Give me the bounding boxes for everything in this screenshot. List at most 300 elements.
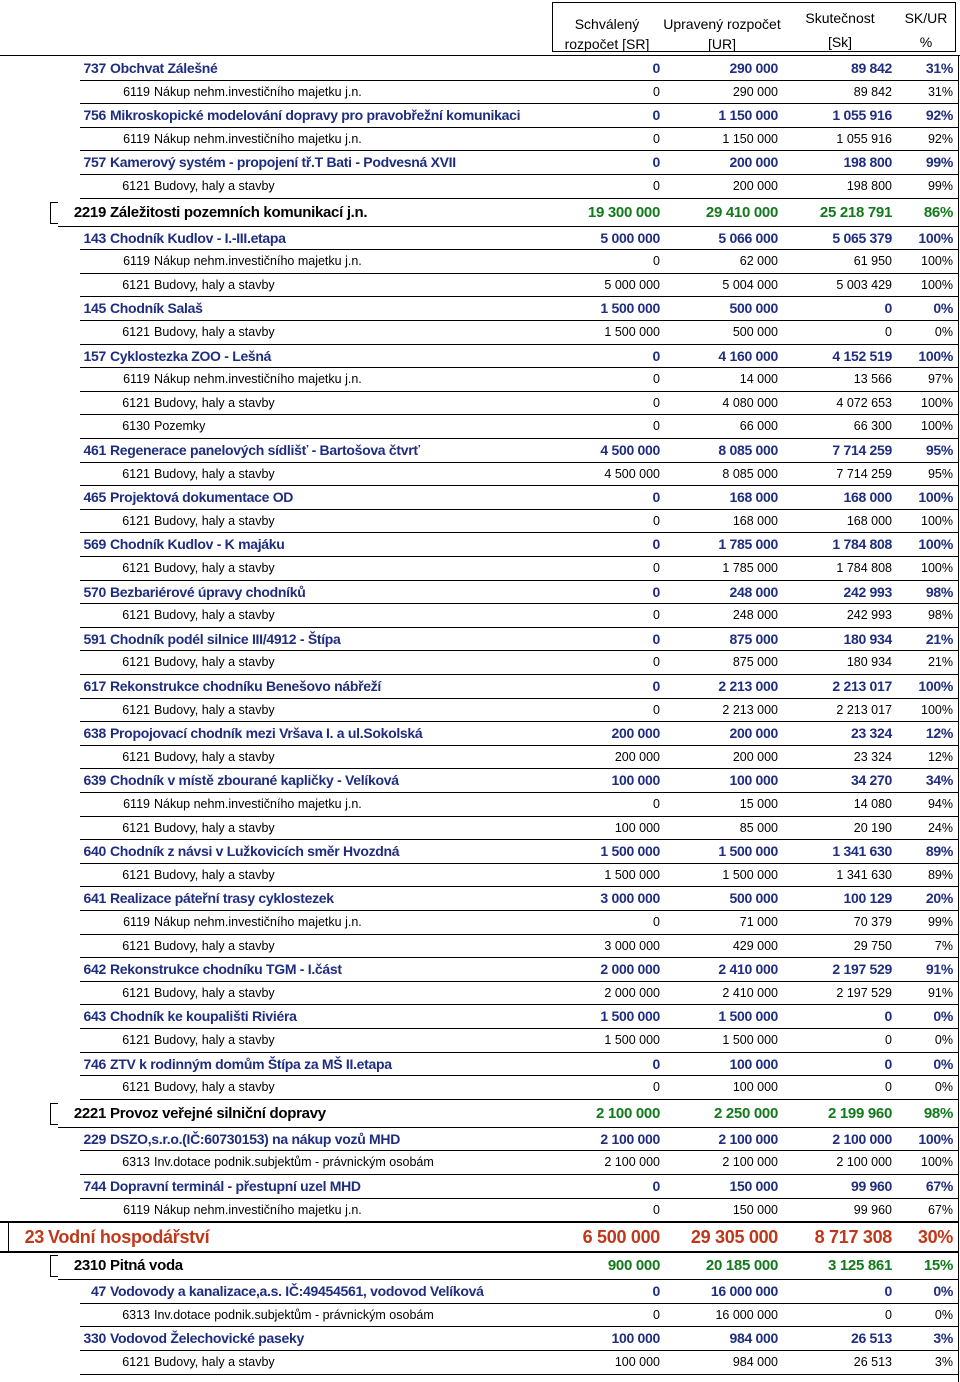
header-ratio: SK/UR % (904, 10, 948, 50)
row-name: ZTV k rodinným domům Štípa za MŠ II.etapa (110, 1055, 392, 1072)
row-sr: 4 500 000 (604, 466, 660, 481)
row-name: Nákup nehm.investičního majetku j.n. (154, 915, 362, 929)
row-code: 757 (83, 154, 106, 171)
row-sr: 19 300 000 (587, 203, 660, 221)
row-ur: 1 500 000 (722, 1033, 778, 1047)
row-name: Nákup nehm.investičního majetku j.n. (154, 131, 362, 146)
row-sr: 0 (652, 60, 660, 76)
row-name: Vodovody a kanalizace,a.s. IČ:49454561, vodovod Velíková (110, 1283, 484, 1300)
row-sk: 20 190 (853, 820, 892, 835)
row-ur: 875 000 (732, 655, 778, 670)
row-code: 6121 (122, 466, 150, 481)
row-ur: 15 000 (739, 797, 778, 811)
row-name: Rekonstrukce chodníku Benešovo nábřeží (110, 678, 382, 694)
row-code: 6119 (123, 84, 150, 99)
row-sk: 7 714 259 (836, 466, 892, 481)
row-pct: 34% (925, 772, 953, 789)
row-name: Bezbariérové úpravy chodníků (110, 583, 306, 600)
table-row (0, 958, 960, 982)
row-pct: 0% (933, 1055, 953, 1072)
table-row (0, 581, 960, 605)
row-sr: 1 500 000 (600, 1008, 660, 1025)
row-name: Budovy, haly a stavby (154, 179, 275, 193)
row-code: 145 (83, 300, 106, 317)
row-pct: 98% (923, 1104, 953, 1122)
table-subrow (0, 817, 960, 841)
table-subrow (0, 274, 960, 298)
table-subrow (0, 175, 960, 199)
row-sr: 0 (653, 797, 660, 811)
row-pct: 100% (918, 1130, 953, 1147)
row-ur: 4 080 000 (722, 395, 778, 410)
row-ur: 875 000 (729, 630, 778, 647)
row-sk: 0 (885, 1033, 892, 1047)
row-sr: 200 000 (614, 749, 660, 764)
row-ur: 429 000 (732, 938, 778, 953)
row-name: Budovy, haly a stavby (154, 985, 275, 1000)
header-approved-budget: Schválený rozpočet [SR] (564, 16, 650, 52)
row-sr: 0 (652, 1283, 660, 1300)
row-name: Nákup nehm.investičního majetku j.n. (154, 254, 362, 269)
row-pct: 100% (921, 561, 953, 575)
row-pct: 92% (925, 107, 953, 124)
row-ur: 1 150 000 (718, 107, 778, 124)
row-pct: 99% (927, 179, 953, 193)
row-sr: 5 000 000 (604, 277, 660, 292)
row-name: Dopravní terminál - přestupní uzel MHD (110, 1178, 361, 1194)
row-sk: 180 934 (843, 630, 892, 647)
group-bracket (50, 1255, 59, 1277)
row-sr: 0 (653, 372, 660, 387)
row-name: Inv.dotace podnik.subjektům - právnickým osobám (154, 1307, 434, 1322)
row-sk: 4 152 519 (832, 347, 892, 364)
row-pct: 15% (923, 1257, 953, 1275)
row-pct: 21% (925, 630, 953, 647)
row-code: 737 (83, 60, 106, 76)
row-name: Mikroskopické modelování dopravy pro pravobřežní komunikaci (110, 107, 521, 124)
row-code: 6121 (122, 277, 150, 292)
row-sr: 0 (653, 561, 660, 575)
row-ur: 29 305 000 (690, 1227, 778, 1248)
row-sk: 99 960 (850, 1178, 892, 1194)
row-pct: 3% (933, 1330, 953, 1347)
row-ur: 2 213 000 (718, 678, 778, 694)
row-pct: 91% (927, 985, 953, 1000)
row-ur: 200 000 (732, 749, 778, 764)
row-sk: 2 213 017 (832, 678, 892, 694)
row-sr: 3 000 000 (604, 938, 660, 953)
row-sr: 2 000 000 (600, 961, 660, 978)
row-pct: 98% (925, 583, 953, 600)
row-sk: 168 000 (846, 513, 892, 528)
row-name: Pozemky (154, 419, 206, 434)
row-name: DSZO,s.r.o.(IČ:60730153) na nákup vozů MHD (110, 1130, 401, 1147)
row-sr: 100 000 (611, 772, 660, 789)
row-sk: 26 513 (853, 1355, 892, 1369)
row-code: 6121 (122, 513, 150, 528)
row-ur: 66 000 (739, 419, 778, 434)
row-sr: 0 (653, 395, 660, 410)
row-code: 639 (83, 772, 106, 789)
row-ur: 1 785 000 (718, 536, 778, 553)
row-name: Obchvat Zálešné (110, 60, 218, 76)
row-pct: 24% (927, 820, 953, 835)
row-sk: 23 324 (853, 749, 892, 764)
row-ur: 5 066 000 (718, 229, 778, 246)
row-pct: 67% (925, 1178, 953, 1194)
row-ur: 100 000 (729, 772, 778, 789)
group-bracket (50, 1103, 59, 1125)
row-code: 6121 (122, 749, 150, 764)
row-sr: 0 (653, 419, 660, 434)
row-sk: 1 784 808 (832, 536, 892, 553)
row-sk: 14 080 (853, 797, 892, 811)
row-ur: 2 250 000 (713, 1104, 778, 1122)
row-name: Vodní hospodářství (48, 1227, 210, 1248)
row-pct: 91% (925, 961, 953, 978)
row-sr: 1 500 000 (604, 1033, 660, 1047)
row-code: 461 (83, 442, 106, 458)
row-name: Budovy, haly a stavby (154, 820, 275, 835)
group-bracket (50, 202, 59, 224)
row-name: Cyklostezka ZOO - Lešná (110, 347, 272, 364)
row-pct: 100% (918, 347, 953, 364)
row-pct: 100% (921, 277, 953, 292)
row-name: Budovy, haly a stavby (154, 867, 275, 882)
row-pct: 98% (927, 608, 953, 623)
row-name: Vodovod Želechovické paseky (110, 1330, 304, 1347)
row-name: Chodník ke koupališti Riviéra (110, 1008, 297, 1025)
row-name: Chodník Kudlov - K majáku (110, 536, 285, 553)
table-subrow (0, 250, 960, 274)
row-sr: 0 (653, 1307, 660, 1322)
row-sr: 0 (652, 347, 660, 364)
row-ur: 14 000 (739, 372, 778, 387)
row-code: 643 (83, 1008, 106, 1025)
row-name: Chodník Kudlov - I.-III.etapa (110, 229, 286, 246)
row-pct: 89% (925, 843, 953, 860)
row-ur: 100 000 (729, 1055, 778, 1072)
table-row (0, 199, 960, 227)
row-sr: 0 (653, 702, 660, 717)
row-code: 641 (83, 890, 106, 907)
row-name: Projektová dokumentace OD (110, 489, 294, 506)
row-sk: 0 (885, 1080, 892, 1095)
row-pct: 99% (925, 154, 953, 171)
row-code: 157 (83, 347, 106, 364)
row-sr: 0 (653, 608, 660, 623)
row-sr: 3 000 000 (600, 890, 660, 907)
row-name: Inv.dotace podnik.subjektům - právnickým osobám (154, 1155, 434, 1170)
row-ur: 2 410 000 (718, 961, 778, 978)
table-subrow (0, 392, 960, 416)
row-code: 6121 (122, 702, 150, 717)
row-ur: 8 085 000 (718, 442, 778, 458)
row-sk: 13 566 (853, 372, 892, 387)
table-subrow (0, 1151, 960, 1175)
row-name: Nákup nehm.investičního majetku j.n. (154, 797, 362, 811)
row-ur: 500 000 (729, 300, 778, 317)
row-code: 330 (83, 1330, 106, 1347)
table-row (0, 486, 960, 510)
table-row (0, 1252, 960, 1280)
row-code: 746 (83, 1055, 106, 1072)
row-ur: 200 000 (732, 179, 778, 193)
row-code: 229 (83, 1130, 106, 1147)
row-sk: 1 055 916 (836, 131, 892, 146)
row-name: Budovy, haly a stavby (154, 466, 275, 481)
row-code: 6121 (122, 867, 150, 882)
header-rule (0, 55, 960, 56)
row-sk: 0 (884, 1055, 892, 1072)
row-name: Budovy, haly a stavby (154, 1355, 275, 1369)
row-name: Chodník Salaš (110, 300, 203, 317)
row-ur: 16 000 000 (710, 1283, 778, 1300)
row-sr: 0 (653, 84, 660, 99)
section-rule (0, 1221, 958, 1223)
row-sk: 5 003 429 (836, 277, 892, 292)
row-sk: 198 800 (846, 179, 892, 193)
row-name: Rekonstrukce chodníku TGM - I.část (110, 961, 342, 978)
row-code: 6121 (122, 1080, 150, 1095)
row-ur: 168 000 (729, 489, 778, 506)
row-pct: 31% (927, 84, 953, 99)
header-adjusted-budget: Upravený rozpočet [UR] (663, 16, 781, 52)
row-name: Budovy, haly a stavby (154, 395, 275, 410)
row-name: Nákup nehm.investičního majetku j.n. (154, 84, 362, 99)
row-pct: 0% (934, 1080, 953, 1095)
row-ur: 290 000 (729, 60, 778, 76)
table-row (0, 345, 960, 369)
row-sr: 0 (652, 583, 660, 600)
row-pct: 12% (927, 749, 953, 764)
row-ur: 1 785 000 (722, 561, 778, 575)
row-sk: 26 513 (850, 1330, 892, 1347)
row-pct: 0% (934, 1307, 953, 1322)
row-sk: 5 065 379 (832, 229, 892, 246)
table-subrow (0, 128, 960, 152)
row-code: 6121 (122, 608, 150, 623)
row-sk: 99 960 (853, 1202, 892, 1217)
row-code: 6121 (122, 655, 150, 670)
row-sk: 242 993 (846, 608, 892, 623)
table-row (0, 533, 960, 557)
header-actual: Skutečnost [Sk] (805, 10, 875, 50)
table-subrow (0, 935, 960, 959)
row-sk: 23 324 (850, 725, 892, 742)
row-name: Nákup nehm.investičního majetku j.n. (154, 1202, 362, 1217)
table-subrow (0, 81, 960, 105)
row-name: Budovy, haly a stavby (154, 325, 275, 339)
row-sr: 0 (652, 1055, 660, 1072)
row-ur: 29 410 000 (705, 203, 778, 221)
row-sr: 6 500 000 (582, 1227, 660, 1248)
row-pct: 100% (918, 489, 953, 506)
table-row (0, 887, 960, 911)
row-code: 6121 (122, 395, 150, 410)
row-sk: 7 714 259 (832, 442, 892, 458)
row-pct: 100% (921, 419, 953, 434)
row-pct: 12% (925, 725, 953, 742)
row-sk: 2 100 000 (832, 1130, 892, 1147)
row-pct: 97% (927, 372, 953, 387)
row-sr: 0 (653, 1080, 660, 1095)
row-sr: 0 (652, 154, 660, 171)
table-subrow (0, 321, 960, 345)
row-pct: 100% (918, 229, 953, 246)
row-code: 640 (83, 843, 106, 860)
table-row (0, 1005, 960, 1029)
row-pct: 31% (925, 60, 953, 76)
row-sr: 100 000 (614, 1355, 660, 1369)
row-ur: 984 000 (732, 1355, 778, 1369)
row-sk: 2 213 017 (836, 702, 892, 717)
row-ur: 4 160 000 (718, 347, 778, 364)
table-row (0, 1100, 960, 1128)
table-row (0, 151, 960, 175)
row-ur: 150 000 (732, 1202, 778, 1217)
row-sk: 8 717 308 (814, 1227, 892, 1248)
row-sr: 0 (653, 179, 660, 193)
row-ur: 100 000 (732, 1080, 778, 1095)
row-sr: 0 (652, 536, 660, 553)
row-ur: 8 085 000 (722, 466, 778, 481)
row-sr: 1 500 000 (604, 325, 660, 339)
table-row (0, 769, 960, 793)
row-pct: 95% (925, 442, 953, 458)
row-sk: 3 125 861 (827, 1257, 892, 1275)
row-code: 6119 (123, 254, 150, 269)
row-code: 570 (83, 583, 106, 600)
row-name: Budovy, haly a stavby (154, 513, 275, 528)
row-sk: 168 000 (843, 489, 892, 506)
row-sr: 2 000 000 (604, 985, 660, 1000)
row-sk: 29 750 (853, 938, 892, 953)
row-code: 2219 (73, 203, 106, 221)
row-code: 642 (83, 961, 106, 978)
table-row (0, 840, 960, 864)
row-code: 6121 (122, 179, 150, 193)
row-name: Záležitosti pozemních komunikací j.n. (110, 203, 368, 221)
row-name: Provoz veřejné silniční dopravy (110, 1104, 326, 1122)
row-pct: 0% (934, 325, 953, 339)
row-name: Budovy, haly a stavby (154, 608, 275, 623)
row-sr: 2 100 000 (604, 1155, 660, 1170)
row-ur: 2 100 000 (718, 1130, 778, 1147)
row-sk: 0 (884, 1008, 892, 1025)
row-ur: 200 000 (729, 154, 778, 171)
row-sk: 25 218 791 (819, 203, 892, 221)
row-sk: 0 (884, 1283, 892, 1300)
row-sk: 1 055 916 (832, 107, 892, 124)
row-pct: 94% (927, 797, 953, 811)
table-row (0, 1175, 960, 1199)
row-sr: 5 000 000 (600, 229, 660, 246)
row-name: Propojovací chodník mezi Vršava I. a ul.Sokolská (110, 725, 423, 742)
row-code: 6121 (122, 938, 150, 953)
row-sk: 0 (885, 325, 892, 339)
row-pct: 99% (927, 915, 953, 929)
table-subrow (0, 1304, 960, 1328)
row-name: Budovy, haly a stavby (154, 938, 275, 953)
table-row (0, 104, 960, 128)
table-subrow (0, 699, 960, 723)
table-row (0, 227, 960, 251)
row-sk: 4 072 653 (836, 395, 892, 410)
row-ur: 2 410 000 (722, 985, 778, 1000)
row-pct: 100% (921, 254, 953, 269)
row-sr: 1 500 000 (604, 867, 660, 882)
row-sr: 100 000 (611, 1330, 660, 1347)
table-subrow (0, 604, 960, 628)
row-code: 6313 (122, 1155, 150, 1170)
row-code: 6119 (123, 1202, 150, 1217)
table-row (0, 628, 960, 652)
row-sr: 0 (652, 107, 660, 124)
row-code: 6121 (122, 561, 150, 575)
row-code: 6119 (123, 915, 150, 929)
row-pct: 92% (927, 131, 953, 146)
row-sr: 0 (653, 254, 660, 269)
row-pct: 67% (927, 1202, 953, 1217)
row-code: 6121 (122, 985, 150, 1000)
row-code: 591 (83, 630, 106, 647)
row-pct: 89% (927, 867, 953, 882)
row-ur: 290 000 (732, 84, 778, 99)
row-sk: 34 270 (850, 772, 892, 789)
row-code: 2310 (73, 1257, 106, 1275)
table-row (0, 297, 960, 321)
row-pct: 21% (927, 655, 953, 670)
row-sr: 0 (653, 131, 660, 146)
row-sr: 0 (653, 915, 660, 929)
table-row (0, 57, 960, 81)
row-pct: 100% (921, 1155, 953, 1170)
row-pct: 100% (921, 513, 953, 528)
table-row (0, 1222, 960, 1252)
row-code: 6313 (122, 1307, 150, 1322)
row-code: 569 (83, 536, 106, 553)
row-code: 6119 (123, 131, 150, 146)
row-ur: 984 000 (729, 1330, 778, 1347)
row-name: Chodník v místě zbourané kapličky - Velíková (110, 772, 399, 789)
table-subrow (0, 463, 960, 487)
row-sk: 0 (885, 1307, 892, 1322)
table-subrow (0, 982, 960, 1006)
row-name: Budovy, haly a stavby (154, 1033, 275, 1047)
table-subrow (0, 415, 960, 439)
row-pct: 0% (934, 1033, 953, 1047)
row-ur: 1 150 000 (722, 131, 778, 146)
row-code: 6119 (123, 797, 150, 811)
row-ur: 248 000 (732, 608, 778, 623)
row-code: 143 (83, 229, 106, 246)
row-sr: 4 500 000 (600, 442, 660, 458)
row-pct: 86% (923, 203, 953, 221)
row-ur: 1 500 000 (722, 867, 778, 882)
row-name: Realizace páteřní trasy cyklostezek (110, 890, 334, 907)
row-code: 2221 (73, 1104, 106, 1122)
row-name: Budovy, haly a stavby (154, 655, 275, 670)
row-ur: 1 500 000 (718, 1008, 778, 1025)
row-ur: 5 004 000 (722, 277, 778, 292)
row-sk: 2 199 960 (827, 1104, 892, 1122)
row-pct: 30% (917, 1227, 953, 1248)
row-sk: 2 197 529 (832, 961, 892, 978)
table-subrow (0, 746, 960, 770)
row-sr: 0 (653, 1202, 660, 1217)
table-subrow (0, 368, 960, 392)
